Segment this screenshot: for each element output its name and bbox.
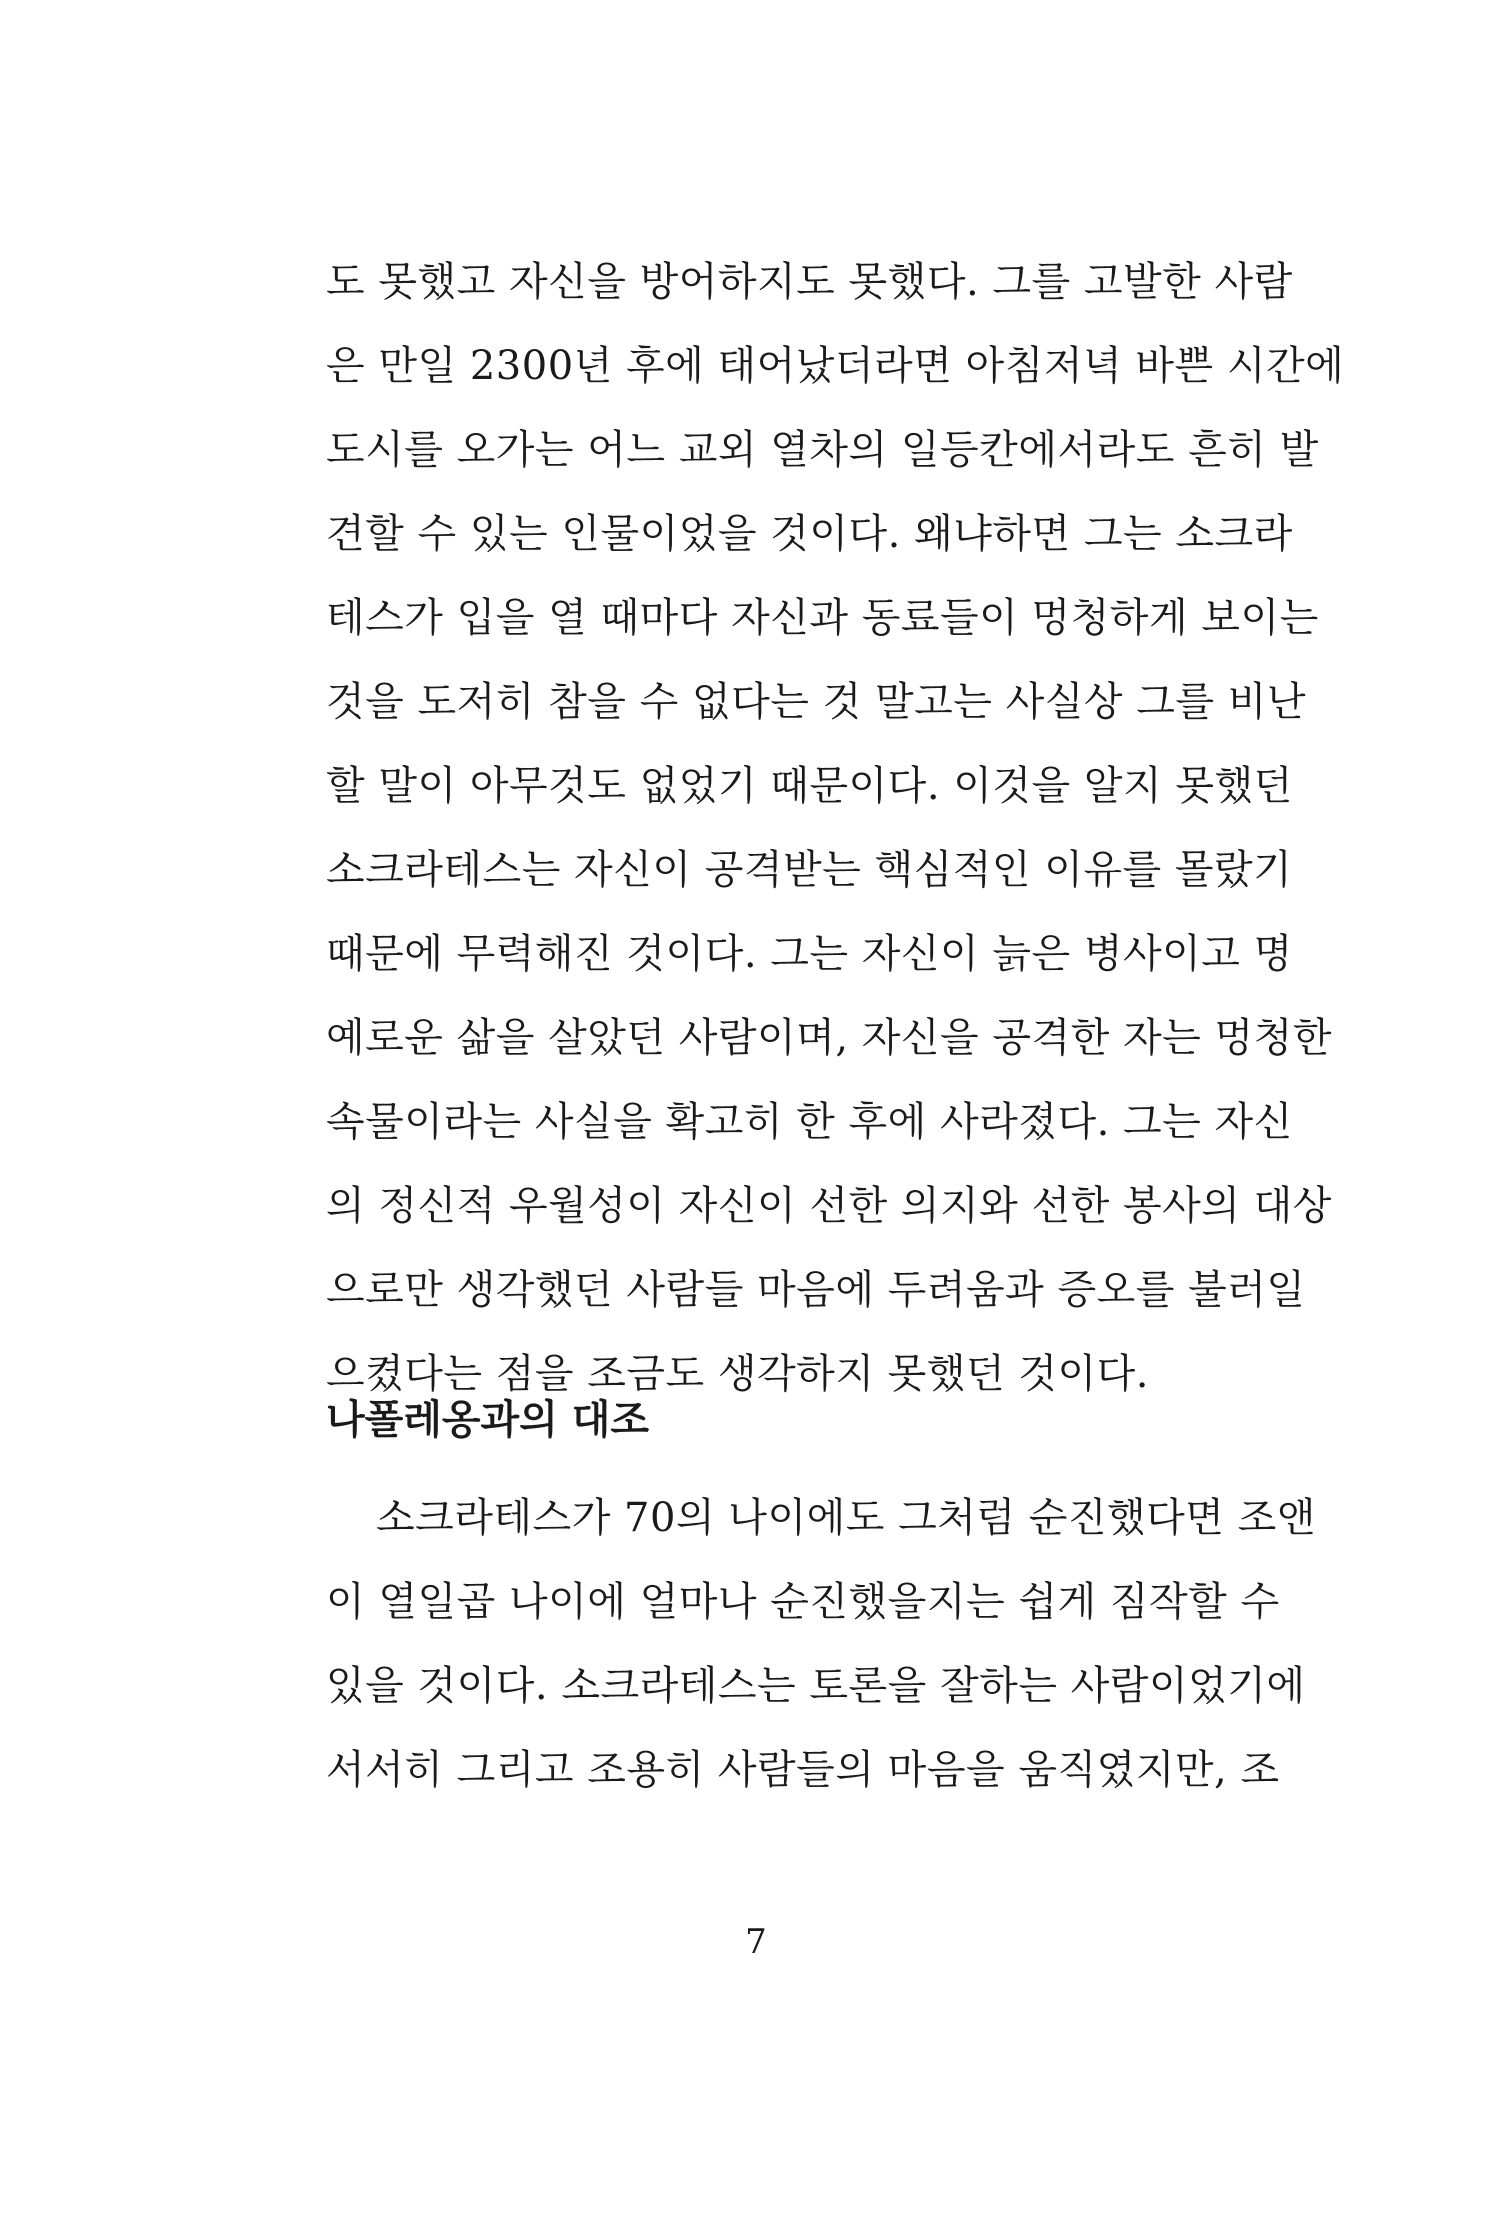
section-heading: 나폴레옹과의 대조 bbox=[326, 1397, 650, 1443]
text-line: 서서히 그리고 조용히 사람들의 마음을 움직였지만, 조 bbox=[326, 1747, 1280, 1793]
text-line: 때문에 무력해진 것이다. 그는 자신이 늙은 병사이고 명 bbox=[326, 931, 1293, 977]
text-line: 도시를 오가는 어느 교외 열차의 일등칸에서라도 흔히 발 bbox=[326, 427, 1319, 473]
text-line: 소크라테스가 70의 나이에도 그처럼 순진했다면 조앤 bbox=[376, 1495, 1316, 1541]
text-line: 의 정신적 우월성이 자신이 선한 의지와 선한 봉사의 대상 bbox=[326, 1183, 1332, 1229]
text-line: 이 열일곱 나이에 얼마나 순진했을지는 쉽게 짐작할 수 bbox=[326, 1579, 1280, 1625]
text-line: 소크라테스는 자신이 공격받는 핵심적인 이유를 몰랐기 bbox=[326, 847, 1293, 893]
text-line: 으로만 생각했던 사람들 마음에 두려움과 증오를 불러일 bbox=[326, 1267, 1306, 1313]
text-line: 예로운 삶을 살았던 사람이며, 자신을 공격한 자는 멍청한 bbox=[326, 1015, 1332, 1061]
paragraph-2 bbox=[326, 1476, 1316, 1812]
paragraph-1 bbox=[326, 240, 1345, 1416]
text-line: 속물이라는 사실을 확고히 한 후에 사라졌다. 그는 자신 bbox=[326, 1099, 1293, 1145]
text-line: 것을 도저히 참을 수 없다는 것 말고는 사실상 그를 비난 bbox=[326, 679, 1307, 725]
text-line: 으켰다는 점을 조금도 생각하지 못했던 것이다. bbox=[326, 1351, 1149, 1397]
text-line: 견할 수 있는 인물이었을 것이다. 왜냐하면 그는 소크라 bbox=[326, 511, 1293, 557]
text-line: 있을 것이다. 소크라테스는 토론을 잘하는 사람이었기에 bbox=[326, 1663, 1306, 1709]
text-line: 은 만일 2300년 후에 태어났더라면 아침저녁 바쁜 시간에 bbox=[326, 343, 1345, 389]
page-number: 7 bbox=[745, 1922, 767, 1962]
text-line: 테스가 입을 열 때마다 자신과 동료들이 멍청하게 보이는 bbox=[326, 595, 1319, 641]
text-line: 도 못했고 자신을 방어하지도 못했다. 그를 고발한 사람 bbox=[326, 259, 1293, 305]
text-line: 할 말이 아무것도 없었기 때문이다. 이것을 알지 못했던 bbox=[326, 763, 1293, 809]
